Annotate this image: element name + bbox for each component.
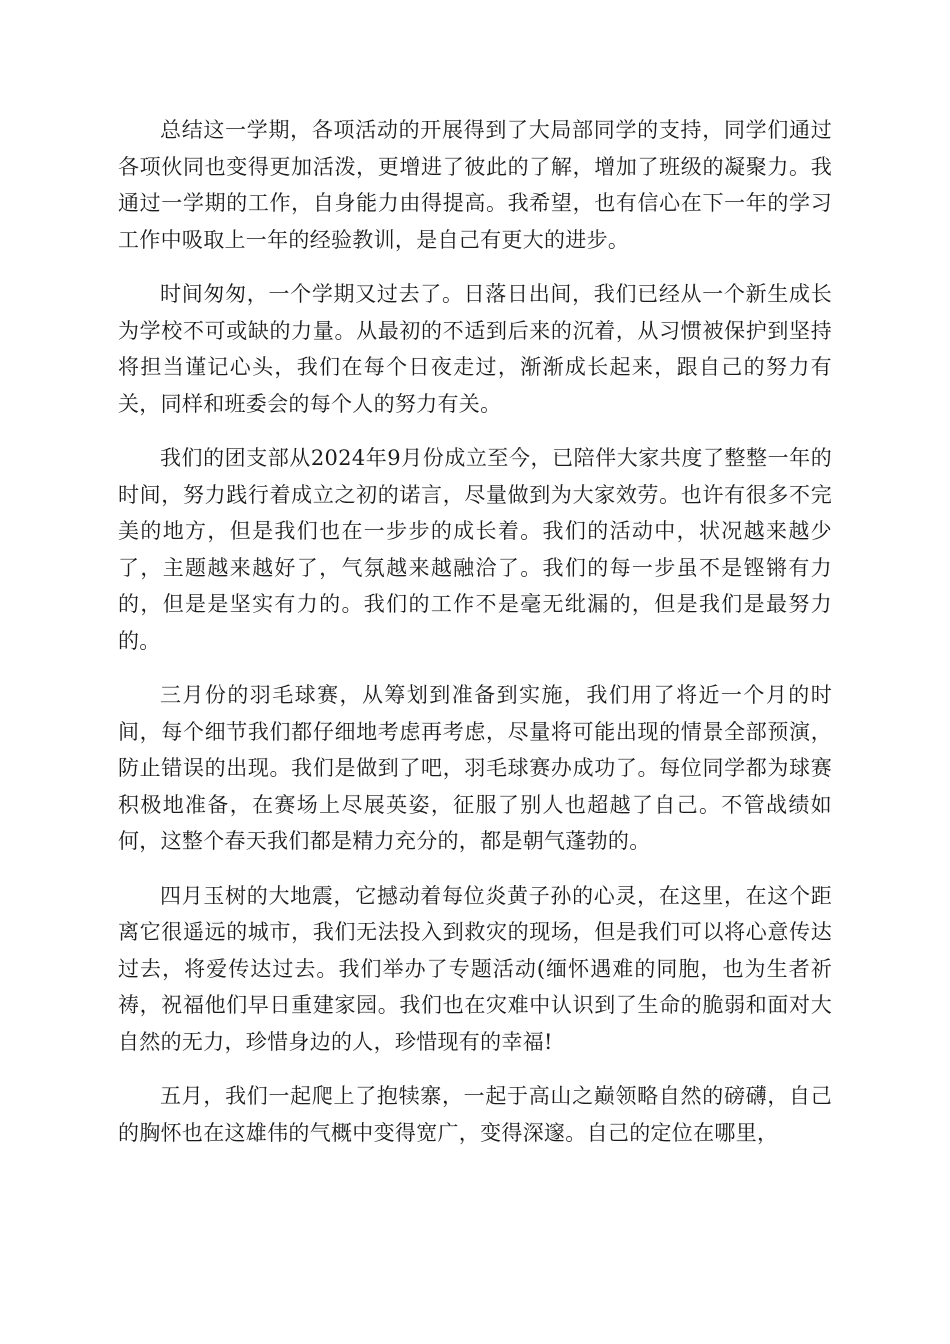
- paragraph-league-branch: 我们的团支部从2024年9月份成立至今，已陪伴大家共度了整整一年的时间，努力践行着成立之初的诺言，尽量做到为大家效劳。也许有很多不完美的地方，但是我们也在一步步的成长着。我们的活动中，状况越来越少了，主题越来越好了，气氛越来越融洽了。我们的每一步虽不是铿锵有力的，但是是坚实有力的。我们的工作不是毫无纰漏的，但是我们是最努力的。: [118, 446, 832, 653]
- paragraph-may-climb: 五月，我们一起爬上了抱犊寨，一起于高山之巅领略自然的磅礴，自己的胸怀也在这雄伟的气概中变得宽广，变得深邃。自己的定位在哪里，: [118, 1084, 832, 1145]
- paragraph-time-passes: 时间匆匆，一个学期又过去了。日落日出间，我们已经从一个新生成长为学校不可或缺的力量。从最初的不适到后来的沉着，从习惯被保护到坚持将担当谨记心头，我们在每个日夜走过，渐渐成长起来，跟自己的努力有关，同样和班委会的每个人的努力有关。: [118, 282, 832, 416]
- paragraph-badminton: 三月份的羽毛球赛，从筹划到准备到实施，我们用了将近一个月的时间，每个细节我们都仔细地考虑再考虑，尽量将可能出现的情景全部预演，防止错误的出现。我们是做到了吧，羽毛球赛办成功了。每位同学都为球赛积极地准备，在赛场上尽展英姿，征服了别人也超越了自己。不管战绩如何，这整个春天我们都是精力充分的，都是朝气蓬勃的。: [118, 683, 832, 853]
- paragraph-earthquake: 四月玉树的大地震，它撼动着每位炎黄子孙的心灵，在这里，在这个距离它很遥远的城市，我们无法投入到救灾的现场，但是我们可以将心意传达过去，将爱传达过去。我们举办了专题活动(缅怀遇难的同胞，也为生者祈祷，祝福他们早日重建家园。我们也在灾难中认识到了生命的脆弱和面对大自然的无力，珍惜身边的人，珍惜现有的幸福!: [118, 883, 832, 1054]
- document-page: [118, 112, 832, 1169]
- paragraph-summary: 总结这一学期，各项活动的开展得到了大局部同学的支持，同学们通过各项伙同也变得更加活泼，更增进了彼此的了解，增加了班级的凝聚力。我通过一学期的工作，自身能力由得提高。我希望，也有信心在下一年的学习工作中吸取上一年的经验教训，是自己有更大的进步。: [118, 118, 832, 252]
